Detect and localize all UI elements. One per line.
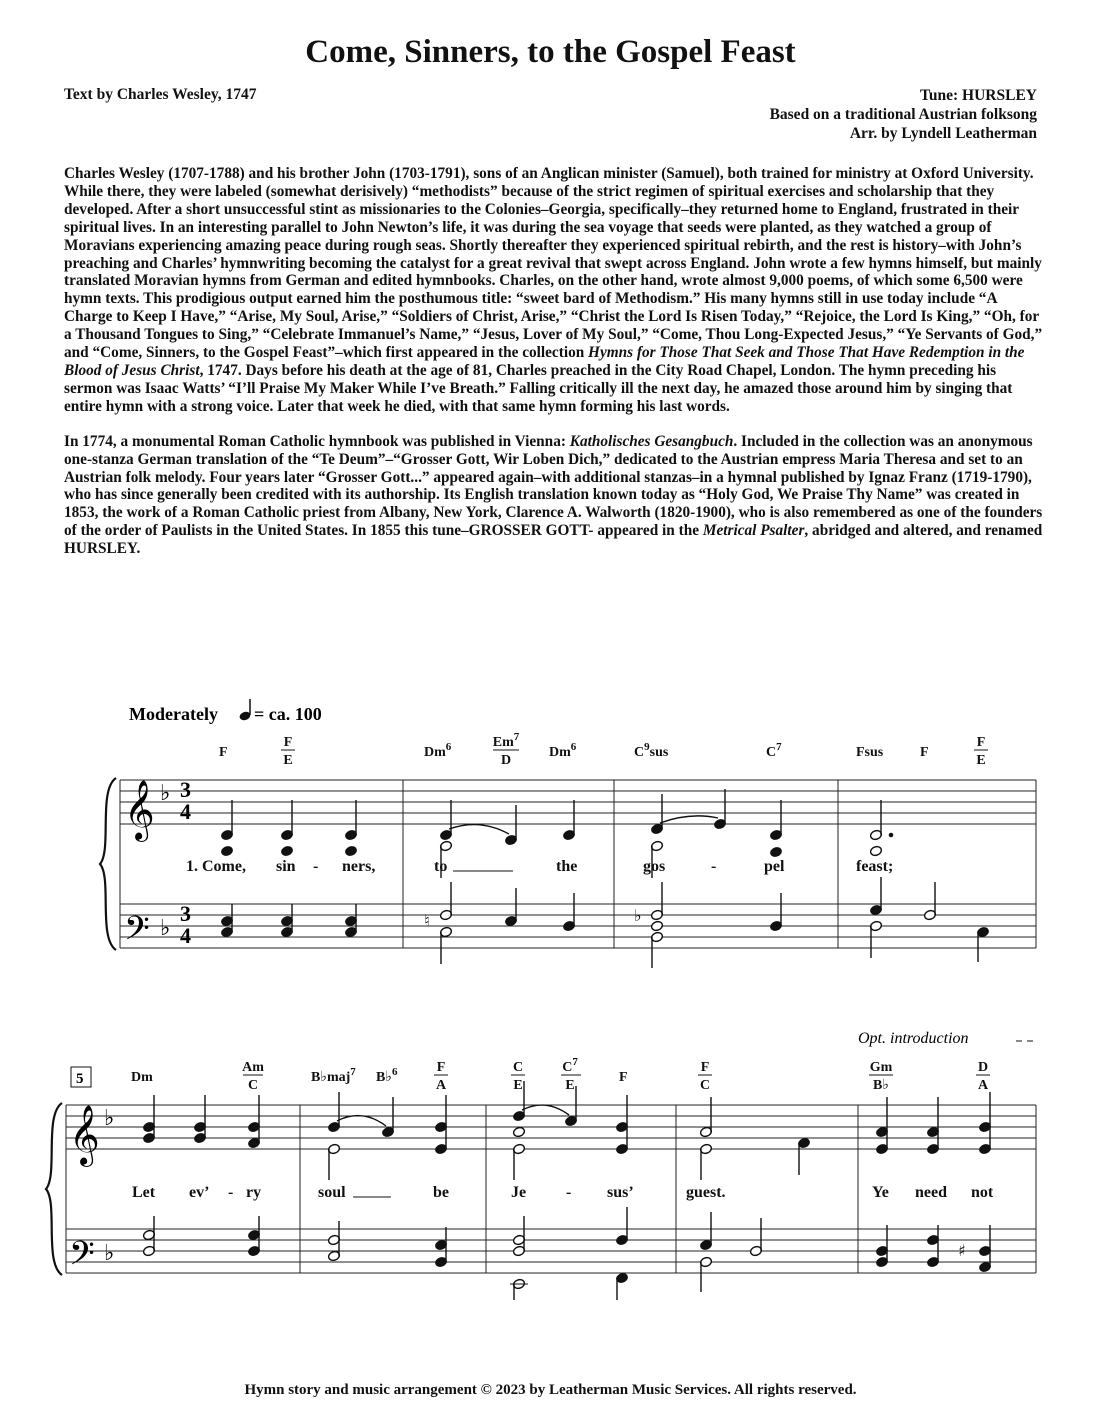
svg-text:E: E [976, 753, 986, 768]
time-signature: 3 [180, 777, 191, 802]
svg-text:F: F [283, 735, 293, 750]
tie [522, 1105, 569, 1115]
lyric: Je [511, 1184, 527, 1201]
chord-symbol: F [619, 1070, 628, 1085]
svg-text:4: 4 [180, 799, 191, 824]
tempo-word: Moderately [129, 704, 218, 724]
svg-text:♭: ♭ [634, 906, 642, 925]
lyric: feast; [856, 858, 894, 875]
story-text: Charles Wesley (1707-1788) and his brother John (1703-1791), sons of an Anglican minister (Samuel), both trained for ministry at Oxford University. While there, they were labeled (somewhat derisively) “methodists” because of the strict regimen of spiritual exercises and scholarship that they developed. After a short unsuccessful stint as missionaries to the Colonies–Georgia, specifically–they returned home to England, frustrated in their spiritual lives. In an interesting parallel to John Newton’s life, it was during the sea voyage that seeds were planted, as they watched a group of Moravians experiencing amazing peace during rough seas. Shortly thereafter they experienced spiritual rebirth, and the rest is history–with John’s preaching and Charles’ hymnwriting becoming the catalyst for a great revival that swept across England. John wrote a few hymns himself, but mainly translated Moravian hymns from German and edited hymnbooks. Charles, on the other hand, wrote almost 9,000 poems, of which some 6,500 were hymn texts. This prodigious output earned him the posthumous title: “sweet bard of Methodism.” His many hymns still in use today include “A Charge to Keep I Have,” “Arise, My Soul, Arise,” “Soldiers of Christ, Arise,” “Christ the Lord Is Risen Today,” “Rejoice, the Lord Is King,” “Oh, for a Thousand Tongues to Sing,” “Celebrate Immanuel’s Name,” “Jesus, Lover of My Soul,” “Come, Thou Long-Expected Jesus,” “Ye Servants of God,” and “Come, Sinners, to the Gospel Feast”–which first appeared in the collection [64, 165, 1043, 362]
book-title: Katholisches Gesangbuch [569, 432, 734, 450]
story-text: , 1747. Days before his death at the age of 81, Charles preached in the City Road Chapel, London. The hymn preceding his sermon was Isaac Watts’ “I’ll Praise My Maker While I’ve Breath.” Falling critically ill the next day, he amazed those around him by singing that entire hymn with a strong voice. Later that week he died, with that same hymn forming his last words. [64, 361, 1013, 415]
story-text: , abridged and altered, and renamed HURSLEY. [64, 522, 1043, 558]
flat-icon: ♭ [160, 781, 171, 806]
tempo-mark: = ca. 100 [254, 704, 322, 724]
svg-text:F: F [976, 735, 986, 750]
svg-text:A: A [435, 1078, 447, 1093]
svg-text:C: C [699, 1078, 711, 1093]
slash-chord [869, 1060, 893, 1093]
svg-text:E: E [513, 1078, 523, 1093]
chord-symbol: Dm [131, 1070, 153, 1085]
svg-text:Em7: Em$^7$ [492, 731, 520, 750]
flat-icon: ♭ [104, 1106, 115, 1131]
chord-symbol: B♭$^6$ [376, 1066, 398, 1085]
story-text: In 1774, a monumental Roman Catholic hymnbook was published in Vienna: [64, 432, 570, 450]
lyric: soul [318, 1184, 346, 1201]
svg-text:E: E [283, 753, 293, 768]
chord-symbol: Dm$^6$ [424, 741, 452, 760]
copyright-footer: Hymn story and music arrangement © 2023 by Leatherman Music Services. All rights reserved. [244, 1382, 857, 1398]
lyric: to [434, 858, 448, 875]
svg-text:4: 4 [180, 923, 191, 948]
slash-chord [561, 1056, 581, 1093]
lyric: Let [132, 1184, 156, 1201]
lyric: not [971, 1184, 994, 1201]
svg-text:C: C [512, 1060, 524, 1075]
lyric: sin [276, 858, 296, 875]
slash-chord [698, 1060, 712, 1093]
svg-text:♮: ♮ [424, 911, 430, 930]
lyric: - [566, 1184, 572, 1201]
tune-name: Tune: HURSLEY [919, 87, 1037, 104]
lyric: - [313, 858, 319, 875]
system-2 [46, 1030, 1036, 1300]
chord-symbol: Fsus [856, 745, 884, 760]
chord-symbol: $C^9sus$ [634, 741, 669, 760]
slash-chord [434, 1060, 448, 1093]
story-text: . Included in the collection was an anonymous one-stanza German translation of the “Te Deum”–“Grosser Gott, Wir Loben Dich,” dedicated to the Austrian empress Maria Theresa and set to an Austrian folk melody. Four years later “Grosser Gott...” appeared again–with additional stanzas–in a hymnal published by Ignaz Franz (1719-1790), who has since generally been credited with its authorship. Its English translation known today as “Holy God, We Praise Thy Name” was created in 1853, the work of a Roman Catholic priest from Albany, New York, Clarence A. Walworth (1820-1900), who is also remembered as one of the founders of the order of Paulists in the United States. In 1855 this tune–GROSSER GOTT- appeared in the [64, 432, 1043, 540]
lyric: gos [643, 858, 666, 875]
bass-clef-icon: 𝄢 [69, 1235, 95, 1281]
chord-symbol: Dm$^6$ [549, 741, 577, 760]
slash-chord [511, 1060, 525, 1093]
chord-symbol: $C^7$ [766, 741, 782, 760]
svg-text:A: A [977, 1078, 989, 1093]
brace [46, 1103, 62, 1275]
tie [449, 825, 509, 834]
svg-text:C7: $C^7$ [562, 1056, 578, 1075]
measure-number: 5 [76, 1071, 84, 1087]
lyric: ry [246, 1184, 262, 1201]
svg-text:Gm: Gm [869, 1060, 893, 1075]
tie [337, 1116, 386, 1126]
svg-text:♯: ♯ [958, 1241, 966, 1260]
lyric: - [228, 1184, 234, 1201]
lyric: pel [764, 858, 785, 875]
treble-clef-icon: 𝄞 [124, 780, 155, 840]
brace [100, 778, 116, 950]
slash-chord [974, 735, 988, 768]
treble-clef-icon: 𝄞 [69, 1105, 100, 1165]
lyric: guest. [686, 1184, 726, 1201]
svg-text:C: C [247, 1078, 259, 1093]
lyric: - [711, 858, 717, 875]
lyric: 1. Come, [186, 858, 246, 875]
slash-chord [493, 731, 520, 768]
tie [660, 816, 718, 823]
arranger-credit: Arr. by Lyndell Leatherman [849, 125, 1037, 142]
quarter-note-icon [238, 699, 251, 722]
lyric: ev’ [189, 1184, 210, 1201]
slash-chord [281, 735, 295, 768]
chord-symbol: F [219, 745, 228, 760]
book-title: Hymns for Those That Seek and Those That Have Redemption in the Blood of Jesus Christ [64, 344, 1025, 379]
tune-source: Based on a traditional Austrian folksong [769, 106, 1037, 123]
flat-icon: ♭ [104, 1241, 115, 1266]
system-1 [100, 731, 1036, 968]
flat-icon: ♭ [160, 916, 171, 941]
book-title: Metrical Psalter [702, 522, 805, 540]
svg-text:F: F [436, 1060, 446, 1075]
svg-text:F: F [700, 1060, 710, 1075]
svg-text:Am: Am [242, 1060, 264, 1075]
slash-chord [976, 1060, 990, 1093]
lyric: be [433, 1184, 449, 1201]
lyric: need [915, 1184, 947, 1201]
lyric: ners, [342, 858, 376, 875]
lyric: Ye [872, 1184, 889, 1201]
svg-text:D: D [977, 1060, 989, 1075]
svg-text:B♭: B♭ [873, 1078, 889, 1093]
chord-symbol: B♭maj$^7$ [311, 1066, 356, 1085]
text-credit: Text by Charles Wesley, 1747 [64, 86, 257, 103]
bass-clef-icon: 𝄢 [124, 910, 150, 956]
slash-chord [242, 1060, 264, 1093]
opt-intro-label: Opt. introduction [858, 1030, 969, 1047]
lyric: the [556, 858, 578, 875]
svg-text:D: D [500, 753, 512, 768]
lyric: sus’ [607, 1184, 634, 1201]
hymn-title: Come, Sinners, to the Gospel Feast [305, 34, 796, 70]
svg-text:E: E [565, 1078, 575, 1093]
time-signature: 3 [180, 901, 191, 926]
chord-symbol: F [920, 745, 929, 760]
